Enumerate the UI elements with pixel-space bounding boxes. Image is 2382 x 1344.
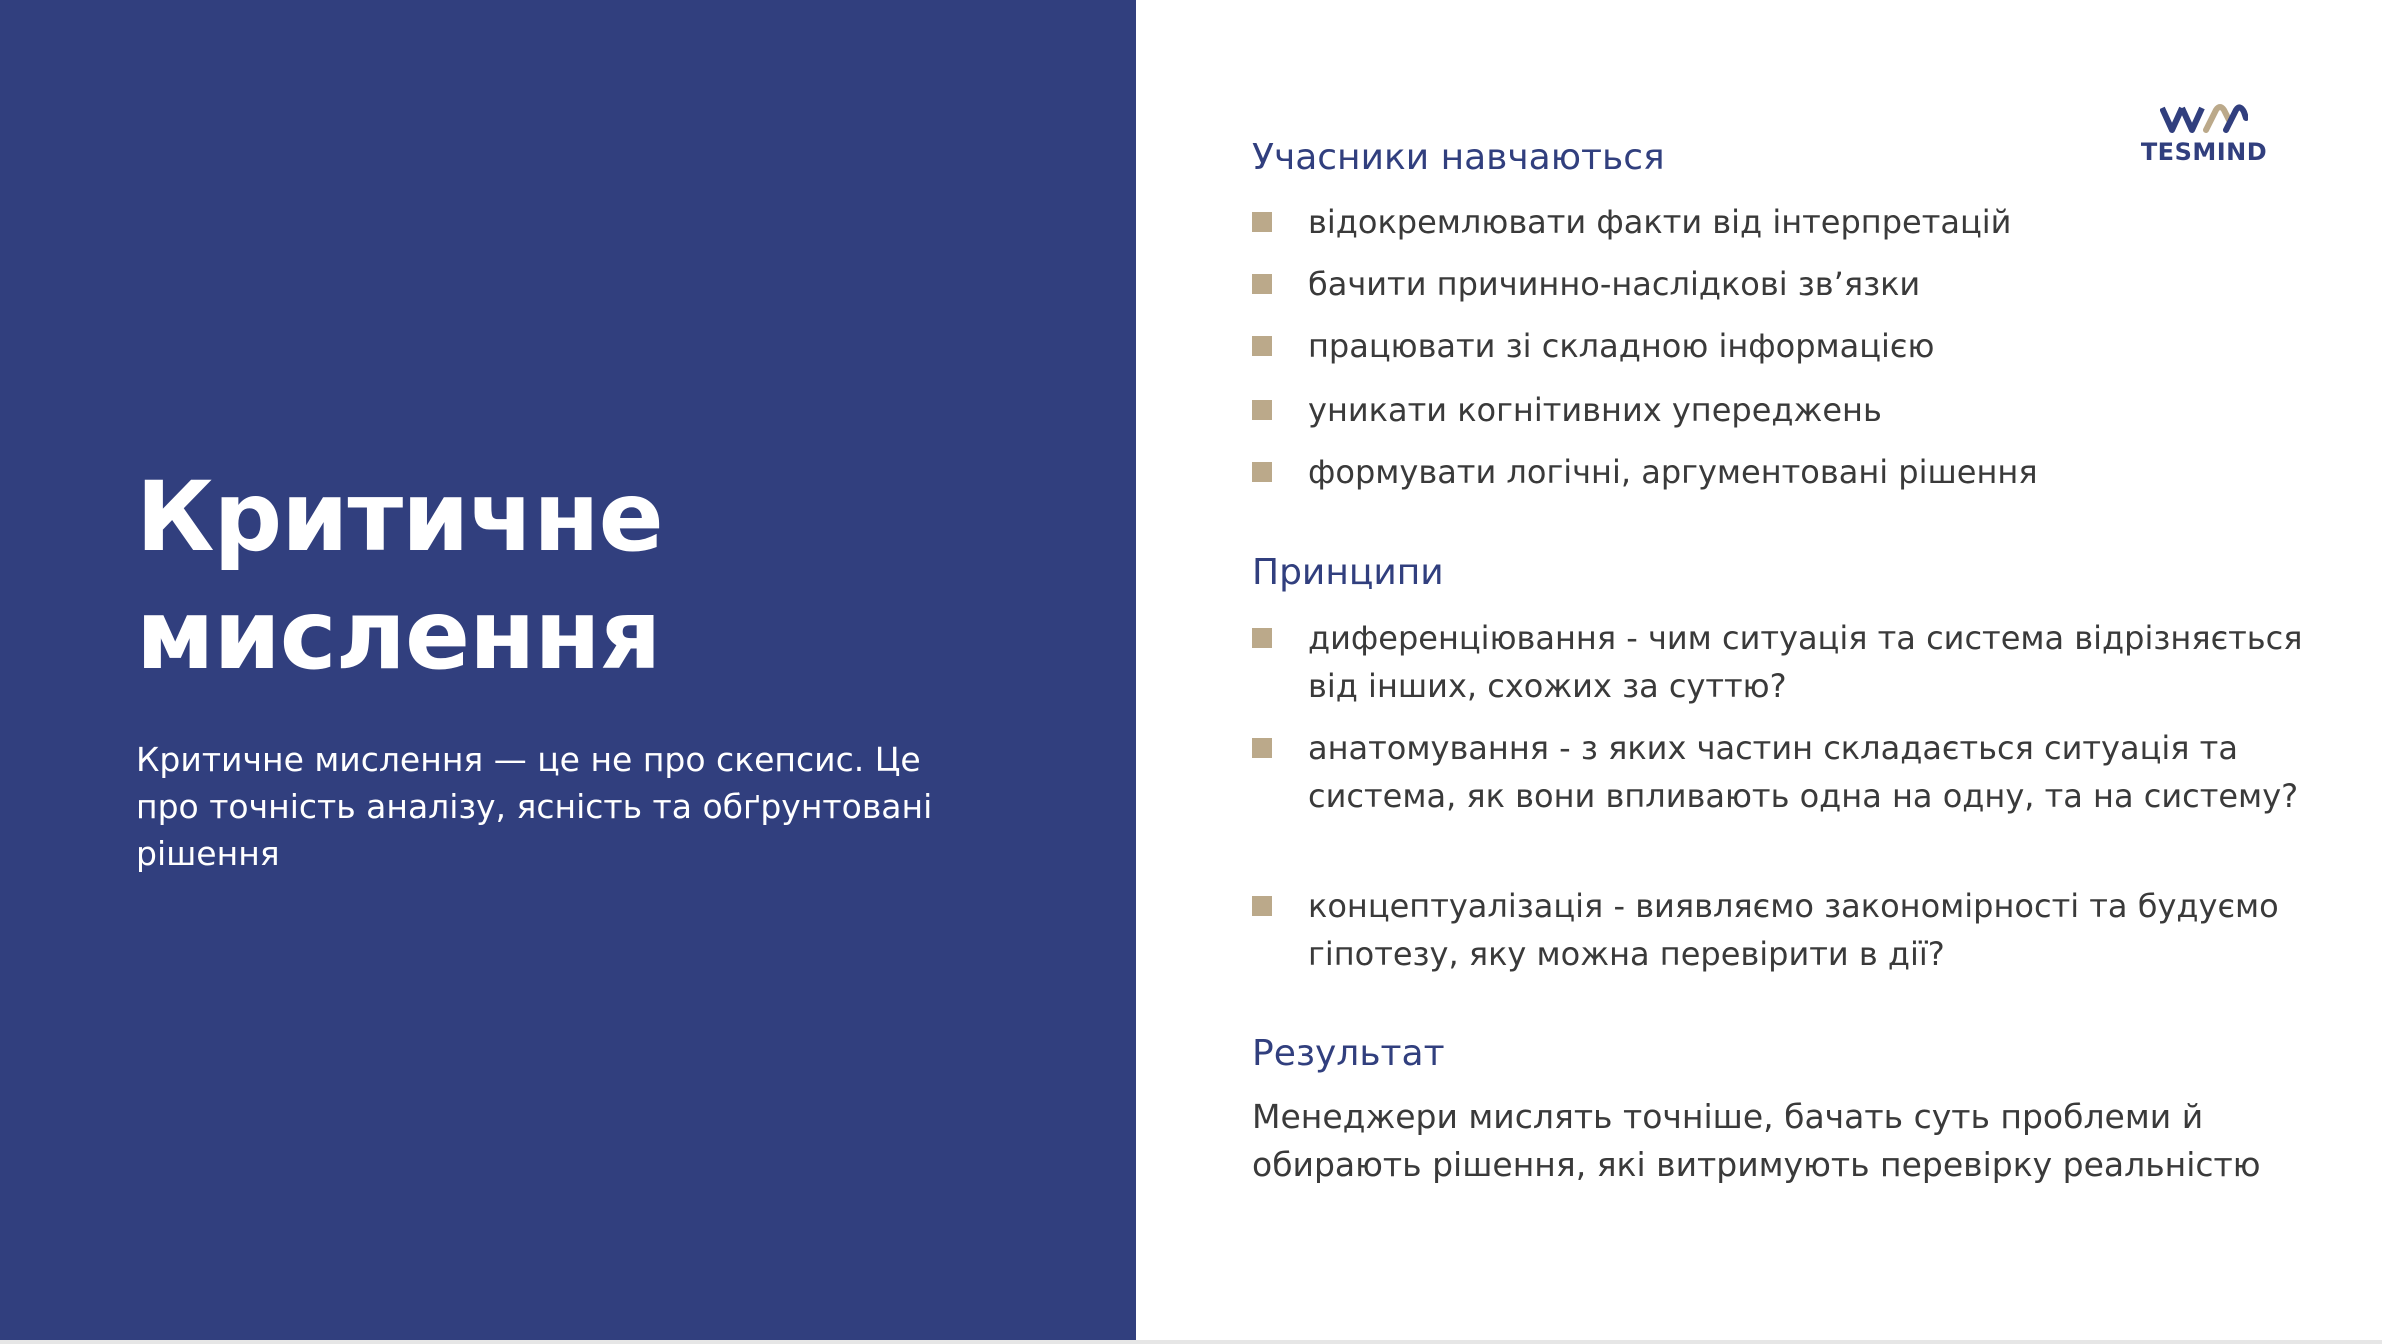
- bullet-square-icon: [1252, 462, 1272, 482]
- bullet-square-icon: [1252, 738, 1272, 758]
- bullet-square-icon: [1252, 400, 1272, 420]
- list-item-text: працювати зі складною інформацією: [1308, 327, 1935, 365]
- title-line-2: мислення: [136, 579, 661, 691]
- left-panel: [0, 0, 1136, 1340]
- list-item-text: відокремлювати факти від інтерпретацій: [1308, 203, 2012, 241]
- bullet-square-icon: [1252, 628, 1272, 648]
- list-item-text: бачити причинно-наслідкові зв’язки: [1308, 265, 1921, 303]
- learn-heading: Учасники навчаються: [1252, 137, 1665, 178]
- list-item-text: концептуалізація - виявляємо закономірності та будуємо гіпотезу, яку можна перевірити в дії?: [1308, 887, 2279, 973]
- bullet-square-icon: [1252, 336, 1272, 356]
- bullet-square-icon: [1252, 212, 1272, 232]
- list-item-text: формувати логічні, аргументовані рішення: [1308, 453, 2038, 491]
- subtitle: Критичне мислення — це не про скепсис. Це про точність аналізу, ясність та обґрунтовані рішення: [136, 740, 933, 873]
- title-line-1: Критичне: [136, 461, 663, 573]
- list-item-text: анатомування - з яких частин складається ситуація та система, як вони впливають одна на одну, та на систему?: [1308, 729, 2299, 815]
- principles-heading: Принципи: [1252, 552, 1444, 593]
- page-title: [136, 458, 1096, 694]
- bullet-square-icon: [1252, 274, 1272, 294]
- bottom-border: [0, 1340, 2382, 1344]
- logo-text: TESMIND: [2140, 138, 2268, 166]
- list-item-text: диференціювання - чим ситуація та система відрізняється від інших, схожих за суттю?: [1308, 619, 2303, 705]
- bullet-square-icon: [1252, 896, 1272, 916]
- result-heading: Результат: [1252, 1033, 1445, 1074]
- result-text: Менеджери мислять точніше, бачать суть проблеми й обирають рішення, які витримують перевірку реальністю: [1252, 1097, 2261, 1184]
- logo-wave-icon: [2160, 104, 2248, 134]
- list-item-text: уникати когнітивних упереджень: [1308, 391, 1882, 429]
- tesmind-logo: [2134, 104, 2274, 170]
